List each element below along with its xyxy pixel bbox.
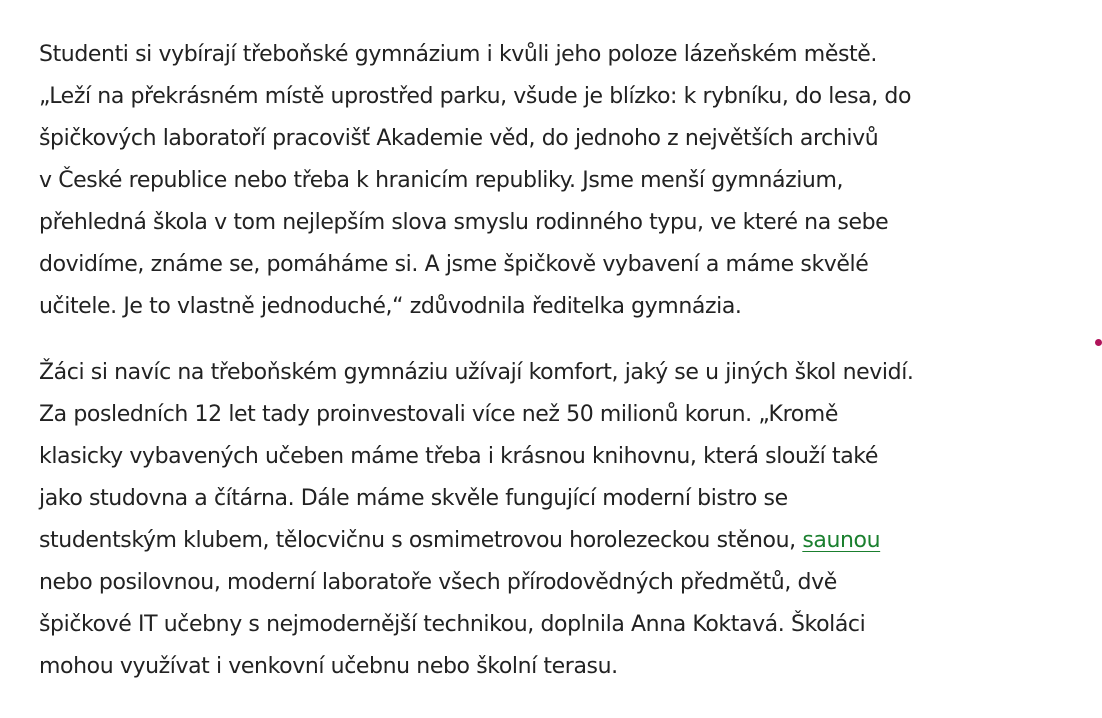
text-line: Za posledních 12 let tady proinvestovali více než 50 milionů korun. „Kromě [39, 402, 838, 427]
text-line: v České republice nebo třeba k hranicím republiky. Jsme menší gymnázium, [39, 168, 844, 193]
text-line: dovidíme, známe se, pomáháme si. A jsme špičkově vybavení a máme skvělé [39, 252, 869, 277]
text-line: Žáci si navíc na třeboňském gymnáziu užívají komfort, jaký se u jiných škol nevidí. [39, 360, 914, 385]
paragraph-1 [39, 34, 1039, 328]
link-line-text: studentským klubem, tělocvičnu s osmimetrovou horolezeckou stěnou, [39, 528, 803, 553]
text-line: učitele. Je to vlastně jednoduché,“ zdůvodnila ředitelka gymnázia. [39, 294, 742, 319]
text-line: špičkových laboratoří pracovišť Akademie věd, do jednoho z největších archivů [39, 126, 879, 151]
text-line: mohou využívat i venkovní učebnu nebo školní terasu. [39, 654, 618, 679]
text-line: klasicky vybavených učeben máme třeba i krásnou knihovnu, která slouží také [39, 444, 878, 469]
text-line-with-link [39, 520, 1039, 562]
sauna-link[interactable]: saunou [802, 528, 881, 553]
accent-dot [1095, 339, 1102, 346]
text-line: Studenti si vybírají třeboňské gymnázium i kvůli jeho poloze lázeňském městě. [39, 42, 877, 67]
text-line: „Leží na překrásném místě uprostřed parku, všude je blízko: k rybníku, do lesa, do [39, 84, 912, 109]
text-line: přehledná škola v tom nejlepším slova smyslu rodinného typu, ve které na sebe [39, 210, 889, 235]
article-body [39, 34, 1039, 688]
text-line: jako studovna a čítárna. Dále máme skvěle fungující moderní bistro se [39, 486, 788, 511]
text-line: špičkové IT učebny s nejmodernější technikou, doplnila Anna Koktavá. Školáci [39, 612, 866, 637]
paragraph-2 [39, 352, 1039, 688]
text-line: nebo posilovnou, moderní laboratoře všech přírodovědných předmětů, dvě [39, 570, 837, 595]
